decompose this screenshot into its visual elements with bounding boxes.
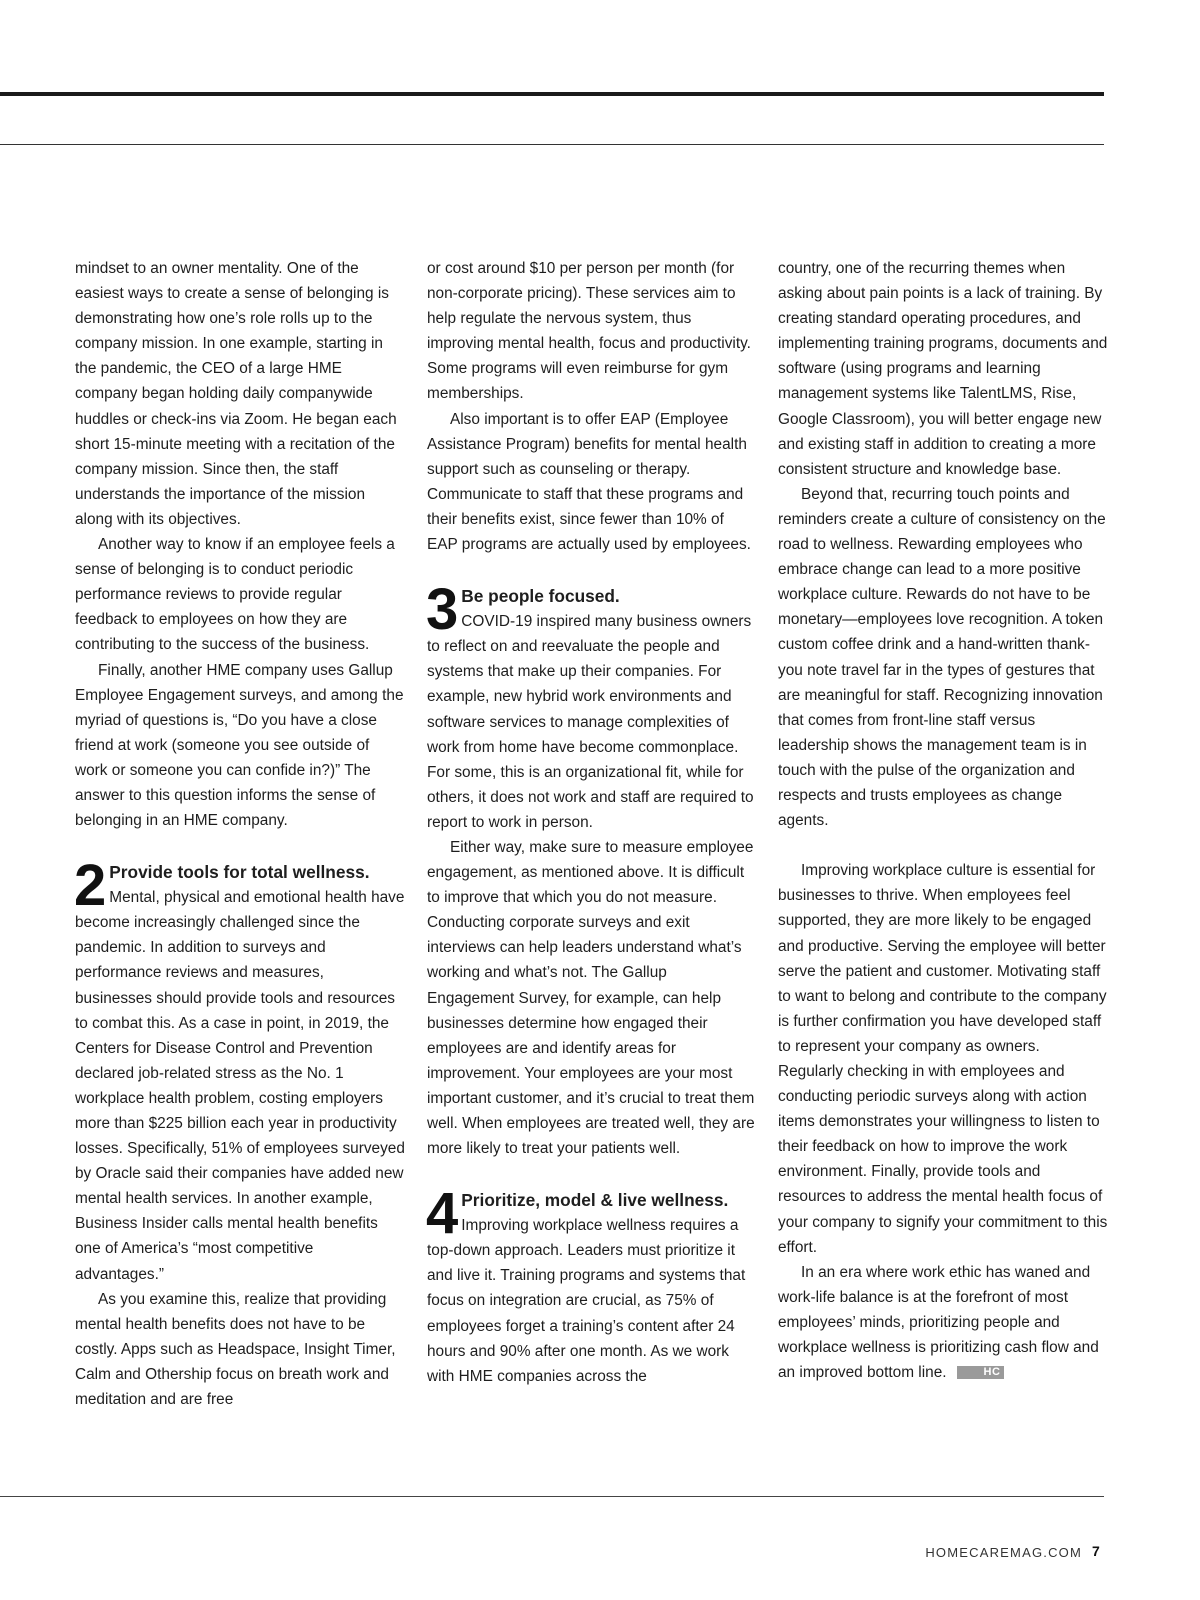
header-rule-thin xyxy=(0,144,1104,145)
section-paragraph: Improving workplace wellness requires a top-down approach. Leaders must prioritize it and live it. Training programs and systems that focus on integration are crucial, as 75% of employees forget a training’s content after 24 hours and 90% after one month. As we work with HME companies across the xyxy=(427,1217,746,1385)
header-rule-thick xyxy=(0,92,1104,96)
paragraph: Beyond that, recurring touch points and reminders create a culture of consistency on the road to wellness. Rewarding employees who embrace change can lead to a more positive workplace culture. Rewards do not have to be monetary—employees love recognition. A token custom coffee drink and a hand-written thank-you note travel far in the types of gestures that are meaningful for staff. Recognizing innovation that comes from front-line staff versus leadership shows the management team is in touch with the pulse of the organization and respects and trusts employees as change agents. xyxy=(778,485,1106,830)
section-paragraph: COVID-19 inspired many business owners to reflect on and reevaluate the people and systems that make up their companies. For example, new hybrid work environments and software services to manage complexities of work from home have become commonplace. For some, this is an organizational fit, while for others, it does not work and staff are required to report to work in person. xyxy=(427,613,754,831)
paragraph: mindset to an owner mentality. One of the easiest ways to create a sense of belonging is demonstrating how one’s role rolls up to the company mission. In one example, starting in the pandemic, the CEO of a large HME company began holding daily companywide huddles or check-ins via Zoom. He began each short 15-minute meeting with a recitation of the company mission. Since then, the staff understands the importance of the mission along with its objectives. xyxy=(75,260,397,528)
paragraph: Either way, make sure to measure employee engagement, as mentioned above. It is difficult to improve that which you do not measure. Conducting corporate surveys and exit interviews can help leaders understand what’s working and what’s not. The Gallup Engagement Survey, for example, can help businesses determine how engaged their employees are and identify areas for improvement. Your employees are your most important customer, and it’s crucial to treat them well. When employees are treated well, they are more likely to treat your patients well. xyxy=(427,838,755,1158)
section-3 xyxy=(426,577,757,835)
paragraph: or cost around $10 per person per month (for non-corporate pricing). These services aim to help regulate the nervous system, thus improving mental health, focus and productivity. Some programs will even reimburse for gym memberships. xyxy=(427,260,751,403)
page-number: 7 xyxy=(1092,1543,1100,1559)
paragraph-final xyxy=(778,1260,1108,1385)
hc-end-mark-icon: HC xyxy=(957,1366,1005,1379)
section-number: 4 xyxy=(426,1181,459,1247)
footer-rule xyxy=(0,1496,1104,1497)
paragraph: Improving workplace culture is essential for businesses to thrive. When employees feel supported, they are more likely to be engaged and productive. Serving the employee will better serve the patient and customer. Motivating staff to want to belong and contribute to the company is further confirmation you have developed staff to represent your company as owners. Regularly checking in with employees and conducting periodic surveys along with action items demonstrates your willingness to listen to their feedback on how to improve the work environment. Finally, provide tools and resources to address the mental health focus of your company to signify your commitment to this effort. xyxy=(778,862,1108,1256)
article-column-3 xyxy=(778,256,1108,1385)
paragraph: Finally, another HME company uses Gallup Employee Engagement surveys, and among the myriad of questions is, “Do you have a close friend at work (someone you see outside of work or someone you can confide in?)” The answer to this question informs the sense of belonging in an HME company. xyxy=(75,661,404,830)
section-2 xyxy=(74,853,405,1287)
paragraph: Also important is to offer EAP (Employee Assistance Program) benefits for mental health support such as counseling or therapy. Communicate to staff that these programs and their benefits exist, since fewer than 10% of EAP programs are actually used by employees. xyxy=(427,410,751,554)
section-heading: Prioritize, model & live wellness. xyxy=(461,1190,729,1211)
section-paragraph: Mental, physical and emotional health have become increasingly challenged since the pandemic. In addition to surveys and performance reviews and measures, businesses should provide tools and resources to combat this. As a case in point, in 2019, the Centers for Disease Control and Prevention declared job-related stress as the No. 1 workplace health problem, costing employers more than $225 billion each year in productivity losses. Specifically, 51% of employees surveyed by Oracle said their companies have added new mental health services. In another example, Business Insider calls mental health benefits one of America’s “most competitive advantages.” xyxy=(75,889,405,1283)
article-column-1 xyxy=(75,256,405,1412)
section-heading: Provide tools for total wellness. xyxy=(109,862,370,883)
footer-site-url: HOMECAREMAG.COM xyxy=(925,1545,1082,1560)
section-4 xyxy=(426,1181,757,1389)
paragraph: Another way to know if an employee feels a sense of belonging is to conduct periodic performance reviews to provide regular feedback to employees on how they are contributing to the success of the business. xyxy=(75,536,395,654)
paragraph-text: In an era where work ethic has waned and work-life balance is at the forefront of most employees’ minds, prioritizing people and workplace wellness is prioritizing cash flow and an improved bottom line. xyxy=(778,1263,1099,1382)
paragraph: As you examine this, realize that providing mental health benefits does not have to be costly. Apps such as Headspace, Insight Timer, Calm and Othership focus on breath work and meditation and are free xyxy=(75,1290,396,1409)
article-column-2 xyxy=(427,256,757,1389)
section-number: 2 xyxy=(74,853,107,919)
paragraph: country, one of the recurring themes when asking about pain points is a lack of training. By creating standard operating procedures, and implementing training programs, documents and software (using programs and learning management systems like TalentLMS, Rise, Google Classroom), you will better engage new and existing staff in addition to creating a more consistent structure and knowledge base. xyxy=(778,260,1108,478)
section-heading: Be people focused. xyxy=(461,586,620,607)
section-number: 3 xyxy=(426,577,459,643)
